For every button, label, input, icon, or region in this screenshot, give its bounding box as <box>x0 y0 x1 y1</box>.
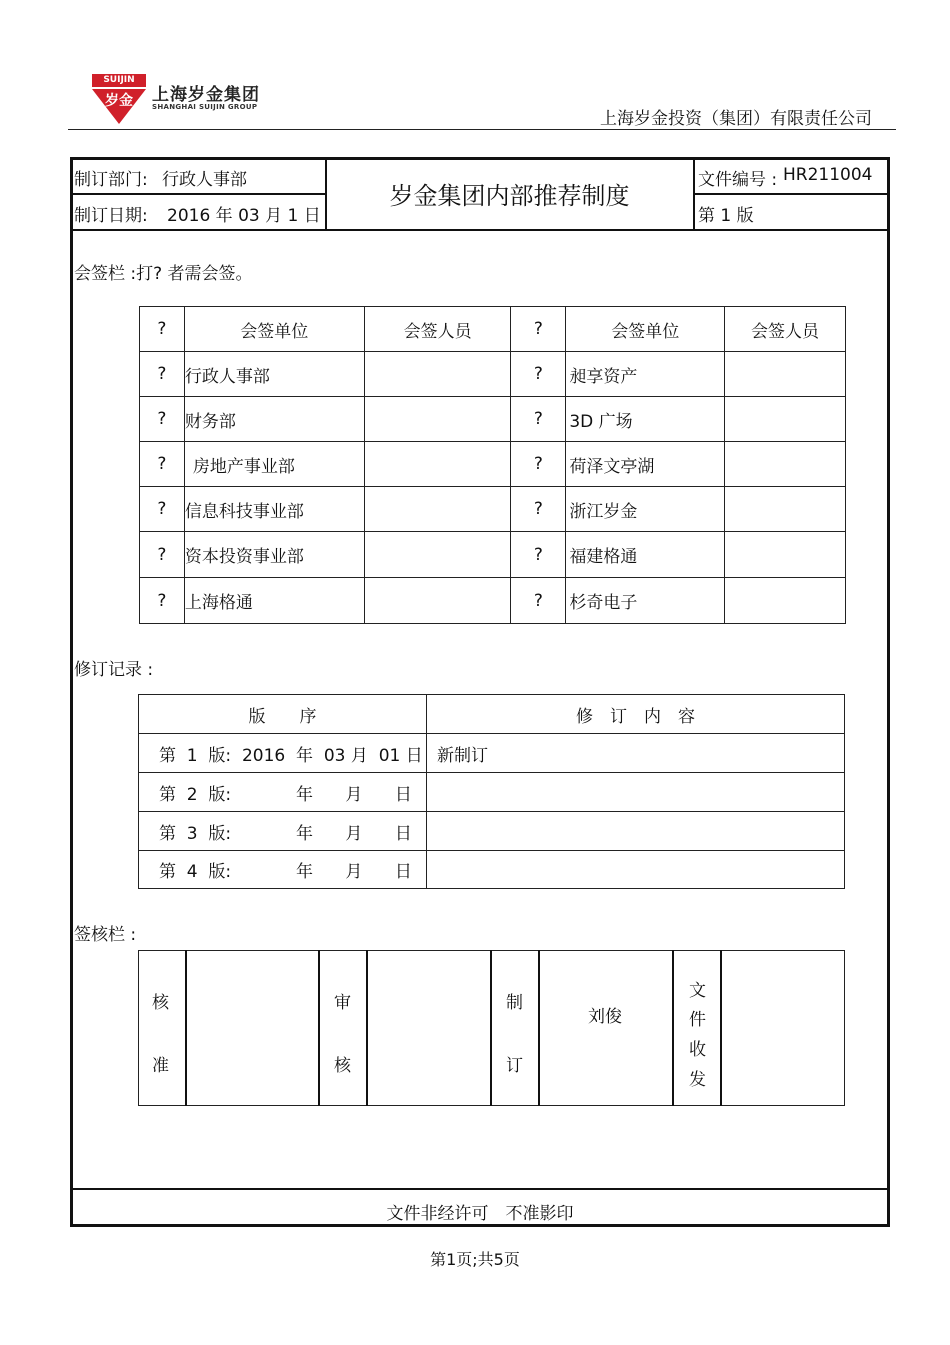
revision-version-cell: 第 1 版: 2016 年 03 月 01 日 <box>139 734 427 773</box>
approval-divider <box>318 950 320 1106</box>
review-label-bottom: 核 <box>334 1056 351 1076</box>
approve-label-top: 核 <box>152 993 169 1013</box>
unit-cell: 房地产事业部 <box>184 442 364 487</box>
distribution-label-2: 件 <box>689 1010 706 1030</box>
unit-cell: 福建格通 <box>566 532 725 578</box>
revision-content-cell[interactable] <box>426 812 844 851</box>
unit-cell: 上海格通 <box>184 578 364 624</box>
header-signer: 会签人员 <box>725 307 846 352</box>
table-row <box>140 487 846 532</box>
revision-header-content: 修 订 内 容 <box>426 695 844 734</box>
signer-cell[interactable] <box>725 352 846 397</box>
check-cell: ? <box>511 442 566 487</box>
table-row <box>140 442 846 487</box>
table-row <box>140 352 846 397</box>
header-signer: 会签人员 <box>364 307 511 352</box>
dept-value: 行政人事部 <box>162 170 247 190</box>
table-row <box>140 532 846 578</box>
header-unit: 会签单位 <box>184 307 364 352</box>
unit-cell: 昶享资产 <box>566 352 725 397</box>
approve-label-bottom: 准 <box>152 1056 169 1076</box>
signer-cell[interactable] <box>364 352 511 397</box>
logo-badge: SUIJIN <box>103 75 135 85</box>
logo-mark-text: 岁金 <box>105 93 133 109</box>
draft-label-top: 制 <box>506 993 523 1013</box>
docno-label: 文件编号 : <box>698 170 778 190</box>
check-cell: ? <box>511 532 566 578</box>
unit-cell: 资本投资事业部 <box>184 532 364 578</box>
info-bottom-line <box>70 229 890 231</box>
reviewer-signature-field[interactable] <box>368 951 490 1105</box>
revision-header-row <box>139 695 845 734</box>
unit-cell: 浙江岁金 <box>566 487 725 532</box>
check-cell: ? <box>140 532 185 578</box>
approval-divider <box>490 950 492 1106</box>
unit-cell: 杉奇电子 <box>566 578 725 624</box>
unit-cell: 财务部 <box>184 397 364 442</box>
revision-content-cell[interactable]: 新制订 <box>426 734 844 773</box>
signer-cell[interactable] <box>364 442 511 487</box>
copy-notice: 文件非经许可 不准影印 <box>386 1204 574 1224</box>
signer-cell[interactable] <box>364 578 511 624</box>
company-logo <box>88 70 270 126</box>
check-cell: ? <box>140 397 185 442</box>
check-cell: ? <box>140 352 185 397</box>
distribution-label-1: 文 <box>689 981 706 1001</box>
signer-cell[interactable] <box>725 487 846 532</box>
table-row <box>140 578 846 624</box>
company-name: 上海岁金投资（集团）有限责任公司 <box>600 109 872 129</box>
revision-header-version: 版 序 <box>139 695 427 734</box>
dept-label: 制订部门: <box>74 170 148 190</box>
revision-version-cell: 第 4 版: 年 月 日 <box>139 851 427 889</box>
date-value: 2016 年 03 月 1 日 <box>167 206 321 226</box>
signer-cell[interactable] <box>725 532 846 578</box>
check-cell: ? <box>140 442 185 487</box>
approval-label: 签核栏 : <box>74 925 137 945</box>
approval-divider <box>672 950 674 1106</box>
revision-content-cell[interactable] <box>426 773 844 812</box>
footer-line <box>70 1188 890 1190</box>
distribution-signature-field[interactable] <box>722 951 843 1105</box>
header-divider <box>68 129 896 130</box>
revision-content-cell[interactable] <box>426 851 844 889</box>
signer-cell[interactable] <box>725 442 846 487</box>
signer-cell[interactable] <box>725 578 846 624</box>
docno-value: HR211004 <box>783 165 873 185</box>
check-cell: ? <box>511 352 566 397</box>
table-row <box>139 812 845 851</box>
unit-cell: 3D 广场 <box>566 397 725 442</box>
revision-version-cell: 第 3 版: 年 月 日 <box>139 812 427 851</box>
check-cell: ? <box>511 487 566 532</box>
table-row <box>139 773 845 812</box>
review-label-top: 审 <box>334 993 351 1013</box>
date-label: 制订日期: <box>74 206 148 226</box>
logo-cn-name: 上海岁金集团 <box>152 85 260 105</box>
table-row <box>139 851 845 889</box>
countersign-header-row <box>140 307 846 352</box>
table-row <box>140 397 846 442</box>
header-check: ? <box>511 307 566 352</box>
unit-cell: 信息科技事业部 <box>184 487 364 532</box>
check-cell: ? <box>140 578 185 624</box>
document-title: 岁金集团内部推荐制度 <box>389 182 630 210</box>
distribution-label-4: 发 <box>689 1070 706 1090</box>
signer-cell[interactable] <box>364 397 511 442</box>
unit-cell: 荷泽文亭湖 <box>566 442 725 487</box>
header-check: ? <box>140 307 185 352</box>
approver-signature-field[interactable] <box>187 951 318 1105</box>
signer-cell[interactable] <box>725 397 846 442</box>
page-number: 第1页;共5页 <box>430 1250 520 1269</box>
approval-divider <box>538 950 540 1106</box>
revision-version-cell: 第 2 版: 年 月 日 <box>139 773 427 812</box>
signer-cell[interactable] <box>364 487 511 532</box>
drafter-name: 刘俊 <box>588 1007 622 1027</box>
check-cell: ? <box>511 578 566 624</box>
revision-table <box>138 694 845 889</box>
draft-label-bottom: 订 <box>506 1056 523 1076</box>
countersign-label: 会签栏 :打? 者需会签。 <box>74 264 253 284</box>
countersign-table <box>139 306 846 624</box>
revision-label: 修订记录 : <box>74 660 154 680</box>
logo-en-name: SHANGHAI SUIJIN GROUP <box>152 103 258 111</box>
check-cell: ? <box>140 487 185 532</box>
info-row-line-left <box>70 193 325 195</box>
header-unit: 会签单位 <box>566 307 725 352</box>
edition: 第 1 版 <box>698 206 754 226</box>
check-cell: ? <box>511 397 566 442</box>
signer-cell[interactable] <box>364 532 511 578</box>
table-row <box>139 734 845 773</box>
distribution-label-3: 收 <box>689 1040 706 1060</box>
info-row-line-right <box>693 193 890 195</box>
unit-cell: 行政人事部 <box>184 352 364 397</box>
